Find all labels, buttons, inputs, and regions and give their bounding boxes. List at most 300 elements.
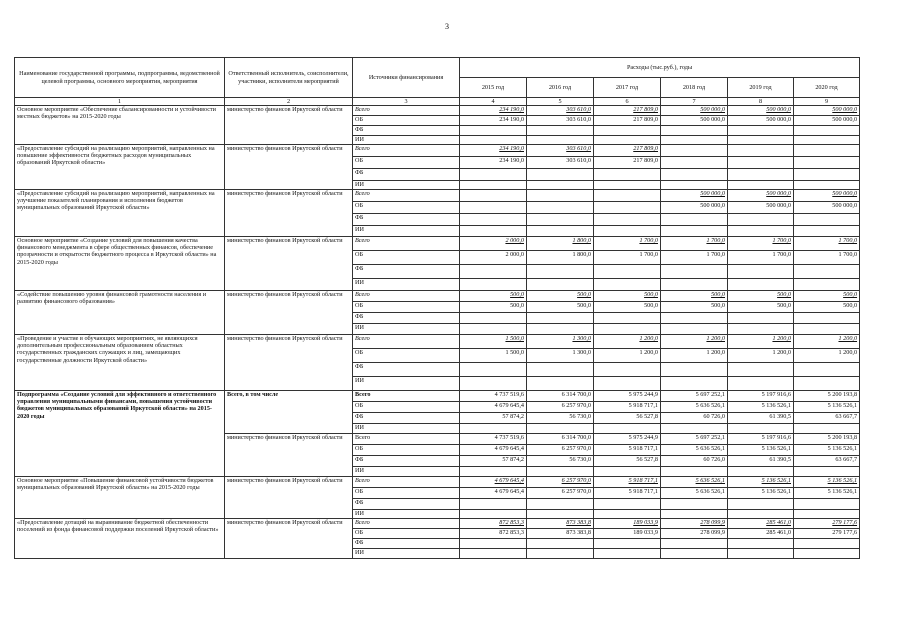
row-value: 5 918 717,1 [594,445,661,456]
row-value [794,214,860,226]
row-value: 1 200,0 [661,335,728,349]
row-value [527,510,594,519]
row-source: ИИ [353,226,460,237]
row-value: 189 033,9 [594,519,661,529]
row-value: 4 737 519,6 [460,391,527,402]
row-value [661,279,728,291]
row-value [594,169,661,181]
row-value [460,181,527,190]
row-value: 5 200 193,8 [794,391,860,402]
row-value: 61 390,5 [728,456,794,467]
row-value [794,169,860,181]
row-source: ФБ [353,539,460,549]
row-source: ФБ [353,456,460,467]
row-value [794,324,860,335]
row-value [460,499,527,510]
row-source: ФБ [353,169,460,181]
row-value [794,313,860,324]
row-value: 6 314 700,0 [527,434,594,445]
row-source: ОБ [353,157,460,169]
row-value [594,539,661,549]
row-source: ИИ [353,424,460,434]
row-value: 285 461,0 [728,529,794,539]
header-colnums-row [15,98,860,106]
row-value: 279 177,6 [794,529,860,539]
row-value: 56 527,8 [594,413,661,424]
row-value [794,136,860,145]
page-number: 3 [445,22,449,31]
row-source: Всего [353,237,460,251]
row-source: ИИ [353,510,460,519]
row-value: 5 136 526,1 [728,488,794,499]
row-value [728,377,794,391]
row-value: 500 000,0 [728,202,794,214]
row-source: ФБ [353,313,460,324]
row-value [460,136,527,145]
row-value: 1 500,0 [460,349,527,363]
row-value [794,126,860,136]
row-value: 873 383,8 [527,519,594,529]
row-value: 1 700,0 [594,237,661,251]
row-source: ОБ [353,202,460,214]
row-value [794,181,860,190]
row-value: 1 200,0 [594,349,661,363]
row-value: 6 257 970,0 [527,445,594,456]
row-value [460,265,527,279]
row-value: 1 200,0 [594,335,661,349]
row-value [527,214,594,226]
table-body [15,106,860,559]
row-name: «Предоставление субсидий на реализацию мероприятий, направленных на повышение эффективности бюджетных расходов муниципальных образований Иркутской области» [15,145,225,190]
row-value: 63 667,7 [794,413,860,424]
row-value [794,549,860,559]
row-value [527,324,594,335]
row-value [728,265,794,279]
header-year: 2018 год [661,78,728,98]
row-value: 217 809,0 [594,145,661,157]
row-executor: министерство финансов Иркутской области [225,237,353,291]
row-value: 4 737 519,6 [460,434,527,445]
row-value: 1 700,0 [794,251,860,265]
row-value [594,363,661,377]
row-source: Всего [353,477,460,488]
row-value [794,363,860,377]
row-value: 500,0 [527,302,594,313]
row-value: 5 636 526,1 [661,445,728,456]
row-value: 5 918 717,1 [594,477,661,488]
row-value [794,510,860,519]
row-value: 1 700,0 [594,251,661,265]
row-value: 1 300,0 [527,349,594,363]
row-value [460,377,527,391]
row-value [527,126,594,136]
budget-table [14,57,860,559]
row-value: 5 918 717,1 [594,402,661,413]
row-value [661,539,728,549]
row-value [794,226,860,237]
row-value: 303 610,0 [527,106,594,116]
row-value: 5 200 193,8 [794,434,860,445]
row-value [728,145,794,157]
row-value: 500,0 [594,302,661,313]
row-value: 1 300,0 [527,335,594,349]
row-value [794,467,860,477]
row-value: 61 390,5 [728,413,794,424]
row-value [594,126,661,136]
row-value: 500,0 [661,302,728,313]
row-value [728,226,794,237]
row-value [728,510,794,519]
row-name: Основное мероприятие «Обеспечение сбалансированности и устойчивости местных бюджетов» на 2015-2020 годы [15,106,225,145]
row-value: 500,0 [460,302,527,313]
row-name: «Предоставление субсидий на реализацию мероприятий, направленных на улучшение показателей планирования и исполнения бюджетов муниципальных образований Иркутской области» [15,190,225,237]
row-source: ОБ [353,302,460,313]
row-source: ОБ [353,251,460,265]
row-source: ИИ [353,324,460,335]
row-source: ИИ [353,181,460,190]
row-value: 217 809,0 [594,116,661,126]
row-value [594,424,661,434]
header-colnum: 2 [225,98,353,106]
row-value [728,313,794,324]
row-value: 1 700,0 [794,237,860,251]
row-value [460,313,527,324]
row-source: ИИ [353,549,460,559]
row-value [794,265,860,279]
row-value [594,265,661,279]
row-value: 234 190,0 [460,145,527,157]
row-value [594,499,661,510]
row-value: 60 726,0 [661,456,728,467]
row-value [728,169,794,181]
row-value [728,467,794,477]
row-value: 217 809,0 [594,106,661,116]
row-value [661,324,728,335]
row-executor: министерство финансов Иркутской области [225,477,353,519]
row-name: «Предоставление дотаций на выравнивание бюджетной обеспеченности поселений из фонда финансовой поддержки поселений Иркутской области» [15,519,225,559]
header-year: 2019 год [728,78,794,98]
table-row [15,190,860,202]
row-value: 4 679 645,4 [460,477,527,488]
header-colnum: 4 [460,98,527,106]
row-value: 1 200,0 [728,349,794,363]
row-value: 5 697 252,1 [661,434,728,445]
row-value: 872 853,3 [460,519,527,529]
row-value: 5 136 526,1 [794,402,860,413]
row-value [728,539,794,549]
header-colnum: 8 [728,98,794,106]
row-name: Основное мероприятие «Создание условий для повышения качества финансового менеджмента в сфере общественных финансов, обеспечение прозрачности и открытости бюджетного процесса в Иркутской области» на 2015-2020 годы [15,237,225,291]
row-value: 57 874,2 [460,413,527,424]
row-value [460,279,527,291]
row-value: 234 190,0 [460,116,527,126]
row-value: 5 975 244,9 [594,434,661,445]
row-value [527,190,594,202]
row-value [460,324,527,335]
row-value: 1 700,0 [728,237,794,251]
row-value: 60 726,0 [661,413,728,424]
row-value: 5 197 916,6 [728,391,794,402]
table-row [15,237,860,251]
row-value [594,136,661,145]
row-name: Подпрограмма «Создание условий для эффективного и ответственного управления муниципальными финансами, повышения устойчивости бюджетов муниципальных образований Иркутской области» на 2015-2020 годы [15,391,225,477]
row-value [527,499,594,510]
row-source: ОБ [353,529,460,539]
row-value [728,363,794,377]
row-value [460,510,527,519]
row-value: 56 730,0 [527,413,594,424]
row-executor: министерство финансов Иркутской области [225,145,353,190]
row-value: 500 000,0 [794,116,860,126]
row-value [661,136,728,145]
row-source: ИИ [353,136,460,145]
table-row [15,106,860,116]
row-value [594,510,661,519]
row-value: 4 679 645,4 [460,488,527,499]
row-value: 5 136 526,1 [794,477,860,488]
row-value: 56 730,0 [527,456,594,467]
row-value: 1 700,0 [661,251,728,265]
row-value: 6 257 970,0 [527,477,594,488]
row-value: 278 099,9 [661,529,728,539]
row-value [460,549,527,559]
row-value [661,214,728,226]
row-value: 500 000,0 [661,202,728,214]
row-value: 5 197 916,6 [728,434,794,445]
row-value: 5 136 526,1 [794,445,860,456]
row-value [728,424,794,434]
row-value [460,169,527,181]
row-source: ОБ [353,488,460,499]
row-source: ФБ [353,126,460,136]
row-value [794,279,860,291]
row-name: «Содействие повышению уровня финансовой грамотности населения и развитию финансового образования» [15,291,225,335]
row-source: Всего [353,291,460,302]
row-source: Всего [353,106,460,116]
row-value [527,265,594,279]
row-name: Основное мероприятие «Повышение финансовой устойчивости бюджетов муниципальных образований Иркутской области» на 2015-2020 годы [15,477,225,519]
row-value [460,214,527,226]
header-expenses: Расходы (тыс.руб.), годы [460,58,860,78]
row-value: 500,0 [728,302,794,313]
row-value [794,424,860,434]
row-source: Всего [353,335,460,349]
row-value [661,157,728,169]
row-value [661,226,728,237]
row-value [728,157,794,169]
row-value [661,377,728,391]
row-source: Всего [353,145,460,157]
row-value: 500,0 [460,291,527,302]
row-source: ИИ [353,467,460,477]
row-value: 500,0 [527,291,594,302]
row-value: 500 000,0 [728,190,794,202]
row-value: 5 136 526,1 [728,445,794,456]
row-value [527,549,594,559]
row-value: 500,0 [728,291,794,302]
row-value: 500 000,0 [661,116,728,126]
table-row [15,477,860,488]
row-value [728,136,794,145]
row-value [594,324,661,335]
row-value: 5 697 252,1 [661,391,728,402]
header-colnum: 7 [661,98,728,106]
row-value: 1 700,0 [728,251,794,265]
row-executor: министерство финансов Иркутской области [225,434,353,477]
row-value: 303 610,0 [527,145,594,157]
row-value [527,467,594,477]
row-value [661,169,728,181]
row-value: 234 190,0 [460,106,527,116]
row-value: 872 853,3 [460,529,527,539]
row-value [527,279,594,291]
row-executor: министерство финансов Иркутской области [225,291,353,335]
row-source: ФБ [353,363,460,377]
row-source: Всего [353,190,460,202]
row-value: 4 679 645,4 [460,402,527,413]
header-colnum: 9 [794,98,860,106]
row-value [661,313,728,324]
row-value: 5 136 526,1 [728,402,794,413]
row-value: 500 000,0 [794,190,860,202]
row-value: 1 200,0 [794,335,860,349]
row-value [728,499,794,510]
row-value [527,202,594,214]
header-colnum: 5 [527,98,594,106]
table-row [15,519,860,529]
row-value [728,279,794,291]
row-source: ИИ [353,377,460,391]
header-source: Источники финансирования [353,58,460,98]
header-colnum: 1 [15,98,225,106]
row-source: ОБ [353,116,460,126]
row-value [728,214,794,226]
row-value: 1 200,0 [661,349,728,363]
row-source: Всего [353,434,460,445]
row-value: 1 200,0 [794,349,860,363]
row-value: 1 200,0 [728,335,794,349]
row-value: 5 636 526,1 [661,402,728,413]
row-value [527,181,594,190]
row-value [527,377,594,391]
row-value [794,499,860,510]
row-source: ФБ [353,214,460,226]
row-value: 278 099,9 [661,519,728,529]
row-value [661,265,728,279]
row-source: ФБ [353,499,460,510]
row-value [527,313,594,324]
row-value: 5 975 244,9 [594,391,661,402]
row-value [460,363,527,377]
row-value [527,136,594,145]
row-value [728,126,794,136]
header-year: 2015 год [460,78,527,98]
row-value: 500 000,0 [794,106,860,116]
header-executor: Ответственный исполнитель, соисполнители, участники, исполнители мероприятий [225,58,353,98]
row-value [527,539,594,549]
row-value: 4 679 645,4 [460,445,527,456]
row-source: Всего [353,519,460,529]
row-executor: министерство финансов Иркутской области [225,519,353,559]
row-value: 217 809,0 [594,157,661,169]
row-value [594,190,661,202]
header-year: 2020 год [794,78,860,98]
row-value: 500 000,0 [728,116,794,126]
row-value: 500,0 [594,291,661,302]
row-value: 873 383,8 [527,529,594,539]
row-value: 500,0 [794,302,860,313]
row-value [594,313,661,324]
row-value: 57 874,2 [460,456,527,467]
row-value [661,467,728,477]
row-value [728,549,794,559]
row-value: 56 527,8 [594,456,661,467]
row-value [460,467,527,477]
row-source: ОБ [353,445,460,456]
table-row [15,145,860,157]
row-value: 500,0 [794,291,860,302]
row-value [460,190,527,202]
row-value: 285 461,0 [728,519,794,529]
header-year: 2017 год [594,78,661,98]
row-value [594,279,661,291]
table-row [15,335,860,349]
row-value [728,181,794,190]
row-value [728,324,794,335]
row-value [460,424,527,434]
row-value: 5 918 717,1 [594,488,661,499]
row-value [527,226,594,237]
row-value [594,549,661,559]
row-value: 303 610,0 [527,116,594,126]
row-value: 500 000,0 [661,106,728,116]
row-value: 500 000,0 [728,106,794,116]
row-source: ОБ [353,349,460,363]
row-value [661,126,728,136]
row-value [661,424,728,434]
row-executor: Всего, в том числе [225,391,353,434]
row-source: ФБ [353,413,460,424]
row-value [794,145,860,157]
row-source: ФБ [353,265,460,279]
row-value: 5 136 526,1 [728,477,794,488]
row-value: 6 257 970,0 [527,402,594,413]
row-value: 5 636 526,1 [661,488,728,499]
row-value: 2 000,0 [460,251,527,265]
row-value: 5 136 526,1 [794,488,860,499]
row-value [527,424,594,434]
row-value [460,226,527,237]
row-value: 500 000,0 [794,202,860,214]
row-value: 1 800,0 [527,251,594,265]
row-value: 2 000,0 [460,237,527,251]
row-value [460,126,527,136]
row-value: 1 500,0 [460,335,527,349]
row-value [661,363,728,377]
row-value [594,467,661,477]
row-executor: министерство финансов Иркутской области [225,190,353,237]
row-value: 500,0 [661,291,728,302]
row-value [594,226,661,237]
row-value [661,510,728,519]
row-executor: министерство финансов Иркутской области [225,106,353,145]
row-name: «Проведение и участие в обучающих мероприятиях, не являющихся дополнительным профессиональным образованием областных государственных гражданских служащих и лиц, замещающих государственные должности Иркутской области» [15,335,225,391]
header-colnum: 3 [353,98,460,106]
row-value: 303 610,0 [527,157,594,169]
row-value: 6 314 700,0 [527,391,594,402]
row-value: 234 190,0 [460,157,527,169]
row-value [794,377,860,391]
